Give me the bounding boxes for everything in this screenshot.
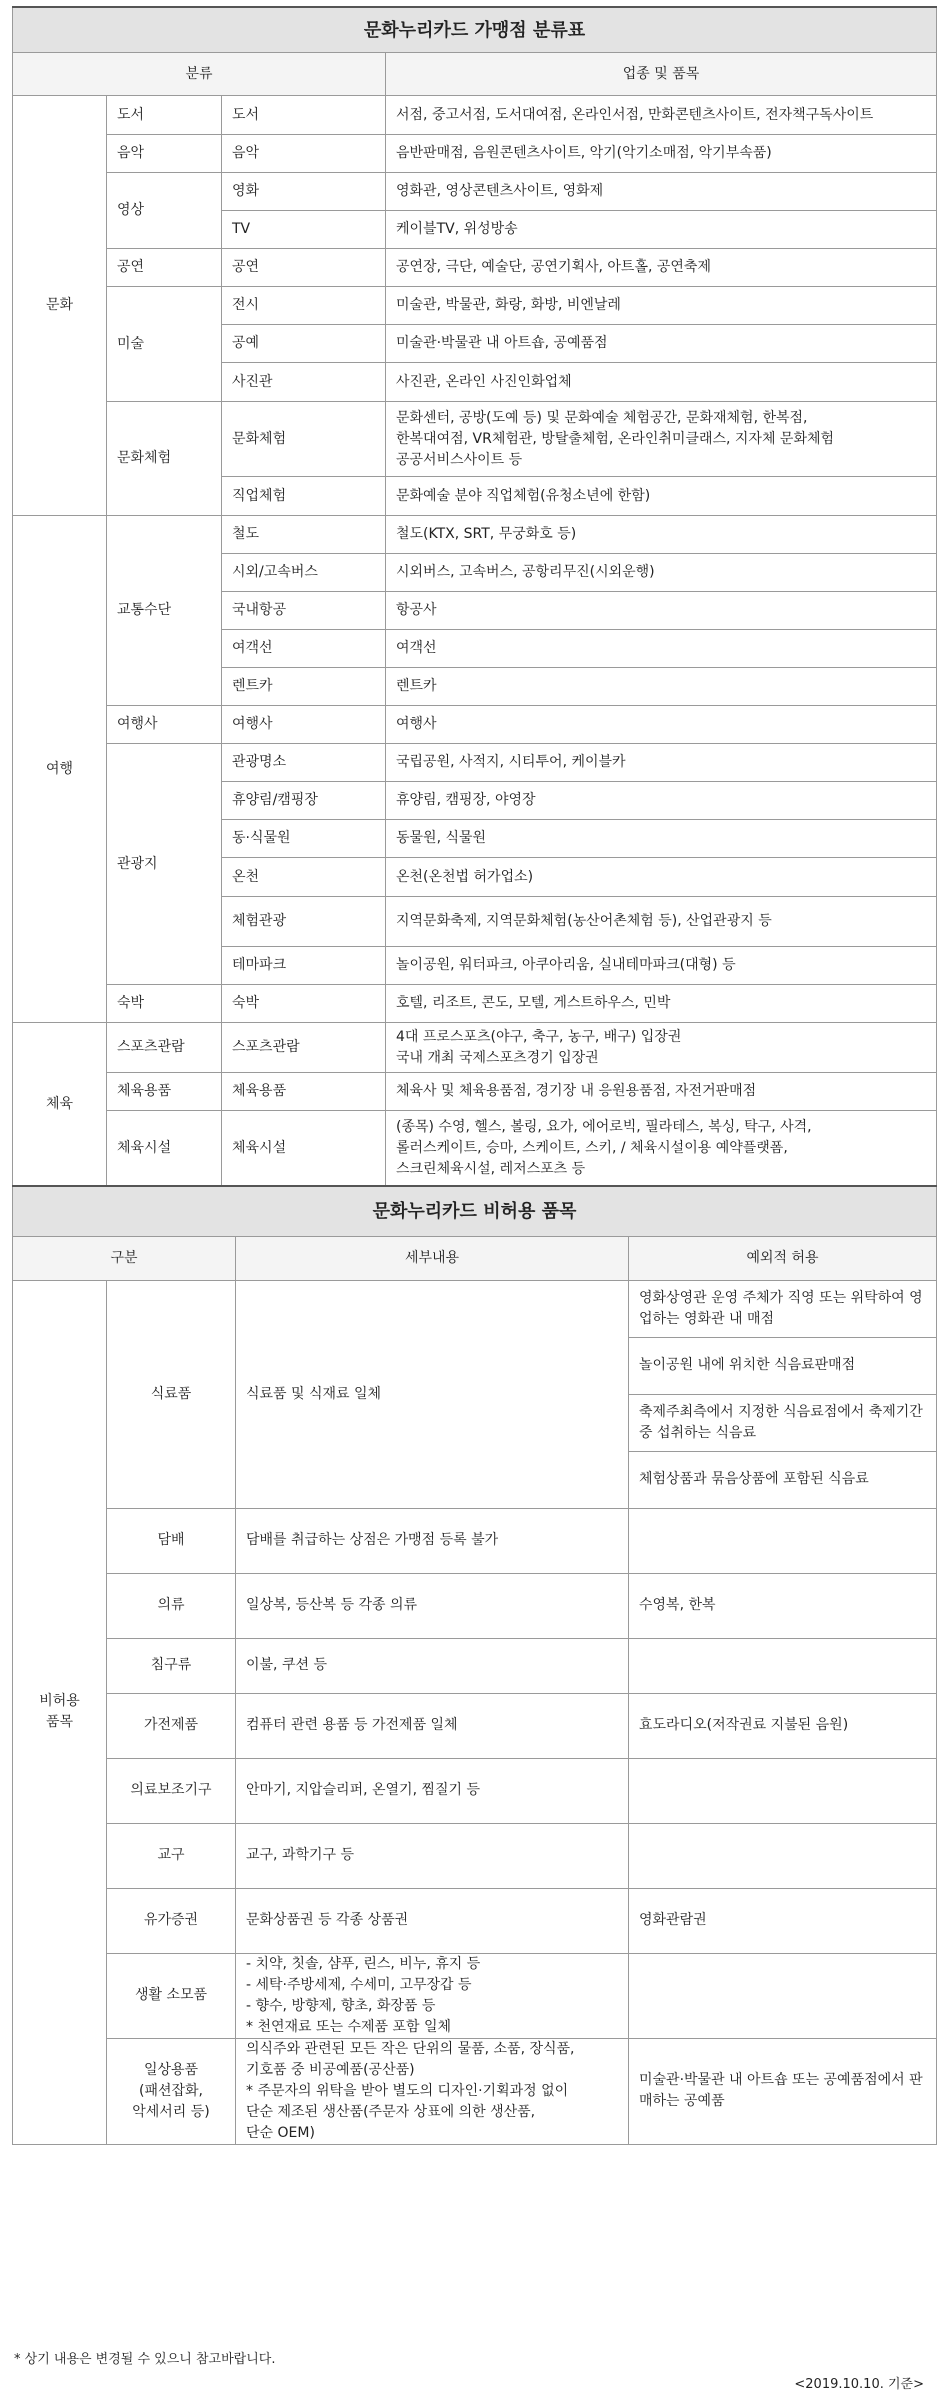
exception-cell: 놀이공원 내에 위치한 식음료판매점 [629,1337,937,1394]
detail-cell: 문화상품권 등 각종 상품권 [236,1888,629,1953]
exception-cell [629,1508,937,1573]
group-cell: 문화 [13,96,107,516]
item-cell: 렌트카 [222,668,386,706]
subgroup-cell: 음악 [107,135,222,173]
item-cell: 시외/고속버스 [222,554,386,592]
classification-row [13,1073,937,1111]
detail-cell: 의식주와 관련된 모든 작은 단위의 물품, 소품, 장식품, 기호품 중 비공예품(공산품) * 주문자의 위탁을 받아 별도의 디자인·기획과정 없이 단순 제조된 생산품(주문자 상표에 의한 생산품, 단순 OEM) [236,2038,629,2144]
item-cell: 온천 [222,858,386,897]
header-exception: 예외적 허용 [629,1236,937,1280]
detail-cell: 이불, 쿠션 등 [236,1638,629,1693]
document [12,6,936,2145]
business-cell: 시외버스, 고속버스, 공항리무진(시외운행) [386,554,937,592]
business-cell: 철도(KTX, SRT, 무궁화호 등) [386,516,937,554]
non-permitted-table [12,1185,937,2145]
category-cell: 식료품 [107,1280,236,1508]
footer-date: <2019.10.10. 기준> [794,2377,924,2392]
business-cell: 케이블TV, 위성방송 [386,211,937,249]
exception-cell: 수영복, 한복 [629,1573,937,1638]
business-cell: 문화예술 분야 직업체험(유청소년에 한함) [386,477,937,516]
business-cell: 미술관·박물관 내 아트숍, 공예품점 [386,325,937,363]
business-cell: 항공사 [386,592,937,630]
subgroup-cell: 영상 [107,173,222,249]
item-cell: 철도 [222,516,386,554]
non-permitted-row [13,1888,937,1953]
business-cell: 영화관, 영상콘텐츠사이트, 영화제 [386,173,937,211]
classification-row [13,173,937,211]
item-cell: 스포츠관람 [222,1023,386,1073]
item-cell: TV [222,211,386,249]
exception-cell: 축제주최측에서 지정한 식음료점에서 축제기간 중 섭취하는 식음료 [629,1394,937,1451]
item-cell: 체육시설 [222,1111,386,1186]
category-cell: 교구 [107,1823,236,1888]
group-cell: 체육 [13,1023,107,1186]
item-cell: 휴양림/캠핑장 [222,782,386,820]
classification-row [13,135,937,173]
business-cell: 국립공원, 사적지, 시티투어, 케이블카 [386,744,937,782]
business-cell: 지역문화축제, 지역문화체험(농산어촌체험 등), 산업관광지 등 [386,897,937,947]
category-cell: 가전제품 [107,1693,236,1758]
detail-cell: 컴퓨터 관련 용품 등 가전제품 일체 [236,1693,629,1758]
classification-row [13,287,937,325]
category-cell: 유가증권 [107,1888,236,1953]
business-cell: 음반판매점, 음원콘텐츠사이트, 악기(악기소매점, 악기부속품) [386,135,937,173]
item-cell: 전시 [222,287,386,325]
item-cell: 공예 [222,325,386,363]
subgroup-cell: 여행사 [107,706,222,744]
classification-row [13,706,937,744]
non-permitted-row [13,1953,937,2038]
detail-cell: 교구, 과학기구 등 [236,1823,629,1888]
non-permitted-row [13,1573,937,1638]
business-cell: 공연장, 극단, 예술단, 공연기획사, 아트홀, 공연축제 [386,249,937,287]
item-cell: 영화 [222,173,386,211]
business-cell: 렌트카 [386,668,937,706]
exception-cell [629,1953,937,2038]
detail-cell: 안마기, 지압슬리퍼, 온열기, 찜질기 등 [236,1758,629,1823]
exception-cell: 영화상영관 운영 주체가 직영 또는 위탁하여 영업하는 영화관 내 매점 [629,1280,937,1337]
subgroup-cell: 체육용품 [107,1073,222,1111]
item-cell: 숙박 [222,985,386,1023]
subgroup-cell: 공연 [107,249,222,287]
footer-note: * 상기 내용은 변경될 수 있으니 참고바랍니다. [14,2352,276,2367]
business-cell: 호텔, 리조트, 콘도, 모텔, 게스트하우스, 민박 [386,985,937,1023]
exception-cell: 영화관람권 [629,1888,937,1953]
non-permitted-row [13,1823,937,1888]
item-cell: 테마파크 [222,947,386,985]
classification-row [13,96,937,135]
business-cell: 미술관, 박물관, 화랑, 화방, 비엔날레 [386,287,937,325]
non-permitted-row [13,2038,937,2144]
business-cell: 온천(온천법 허가업소) [386,858,937,897]
item-cell: 문화체험 [222,402,386,477]
group-cell: 비허용 품목 [13,1280,107,2144]
business-cell: 4대 프로스포츠(야구, 축구, 농구, 배구) 입장권 국내 개최 국제스포츠경기 입장권 [386,1023,937,1073]
item-cell: 사진관 [222,363,386,402]
subgroup-cell: 스포츠관람 [107,1023,222,1073]
subgroup-cell: 교통수단 [107,516,222,706]
classification-row [13,985,937,1023]
header-business: 업종 및 품목 [386,53,937,96]
classification-row [13,744,937,782]
item-cell: 여행사 [222,706,386,744]
subgroup-cell: 체육시설 [107,1111,222,1186]
exception-cell: 효도라디오(저작권료 지불된 음원) [629,1693,937,1758]
item-cell: 여객선 [222,630,386,668]
business-cell: 사진관, 온라인 사진인화업체 [386,363,937,402]
category-cell: 생활 소모품 [107,1953,236,2038]
classification-title: 문화누리카드 가맹점 분류표 [13,7,937,53]
category-cell: 일상용품 (패션잡화, 악세서리 등) [107,2038,236,2144]
non-permitted-row [13,1280,937,1337]
detail-cell: 담배를 취급하는 상점은 가맹점 등록 불가 [236,1508,629,1573]
detail-cell: 식료품 및 식재료 일체 [236,1280,629,1508]
subgroup-cell: 관광지 [107,744,222,985]
item-cell: 직업체험 [222,477,386,516]
non-permitted-row [13,1693,937,1758]
merchant-classification-table [12,6,937,1186]
classification-row [13,249,937,287]
detail-cell: - 치약, 칫솔, 샴푸, 린스, 비누, 휴지 등 - 세탁·주방세제, 수세미, 고무장갑 등 - 향수, 방향제, 향초, 화장품 등 * 천연재료 또는 수제품 포함 일체 [236,1953,629,2038]
subgroup-cell: 미술 [107,287,222,402]
item-cell: 체험관광 [222,897,386,947]
business-cell: 여객선 [386,630,937,668]
classification-row [13,1023,937,1073]
exception-cell: 체험상품과 묶음상품에 포함된 식음료 [629,1451,937,1508]
item-cell: 음악 [222,135,386,173]
business-cell: 휴양림, 캠핑장, 야영장 [386,782,937,820]
group-cell: 여행 [13,516,107,1023]
business-cell: 문화센터, 공방(도예 등) 및 문화예술 체험공간, 문화재체험, 한복점, 한복대여점, VR체험관, 방탈출체험, 온라인취미클래스, 지자체 문화체험 공공서비스사이트 등 [386,402,937,477]
non-permitted-row [13,1638,937,1693]
item-cell: 동·식물원 [222,820,386,858]
category-cell: 담배 [107,1508,236,1573]
non-permitted-row [13,1758,937,1823]
category-cell: 침구류 [107,1638,236,1693]
non-permitted-row [13,1508,937,1573]
exception-cell [629,1638,937,1693]
business-cell: 여행사 [386,706,937,744]
item-cell: 관광명소 [222,744,386,782]
exception-cell [629,1758,937,1823]
business-cell: 서점, 중고서점, 도서대여점, 온라인서점, 만화콘텐츠사이트, 전자책구독사이트 [386,96,937,135]
exception-cell: 미술관·박물관 내 아트숍 또는 공예품점에서 판매하는 공예품 [629,2038,937,2144]
item-cell: 국내항공 [222,592,386,630]
business-cell: 놀이공원, 워터파크, 아쿠아리움, 실내테마파크(대형) 등 [386,947,937,985]
classification-row [13,516,937,554]
subgroup-cell: 도서 [107,96,222,135]
header-division: 구분 [13,1236,236,1280]
non-permitted-title: 문화누리카드 비허용 품목 [13,1186,937,1236]
business-cell: 동물원, 식물원 [386,820,937,858]
detail-cell: 일상복, 등산복 등 각종 의류 [236,1573,629,1638]
header-category: 분류 [13,53,386,96]
subgroup-cell: 문화체험 [107,402,222,516]
classification-row [13,1111,937,1186]
exception-cell [629,1823,937,1888]
category-cell: 의료보조기구 [107,1758,236,1823]
item-cell: 도서 [222,96,386,135]
category-cell: 의류 [107,1573,236,1638]
header-detail: 세부내용 [236,1236,629,1280]
business-cell: 체육사 및 체육용품점, 경기장 내 응원용품점, 자전거판매점 [386,1073,937,1111]
subgroup-cell: 숙박 [107,985,222,1023]
classification-row [13,402,937,477]
item-cell: 공연 [222,249,386,287]
item-cell: 체육용품 [222,1073,386,1111]
business-cell: (종목) 수영, 헬스, 볼링, 요가, 에어로빅, 필라테스, 복싱, 탁구, 사격, 롤러스케이트, 승마, 스케이트, 스키, / 체육시설이용 예약플랫폼, 스크린체육시설, 레저스포츠 등 [386,1111,937,1186]
